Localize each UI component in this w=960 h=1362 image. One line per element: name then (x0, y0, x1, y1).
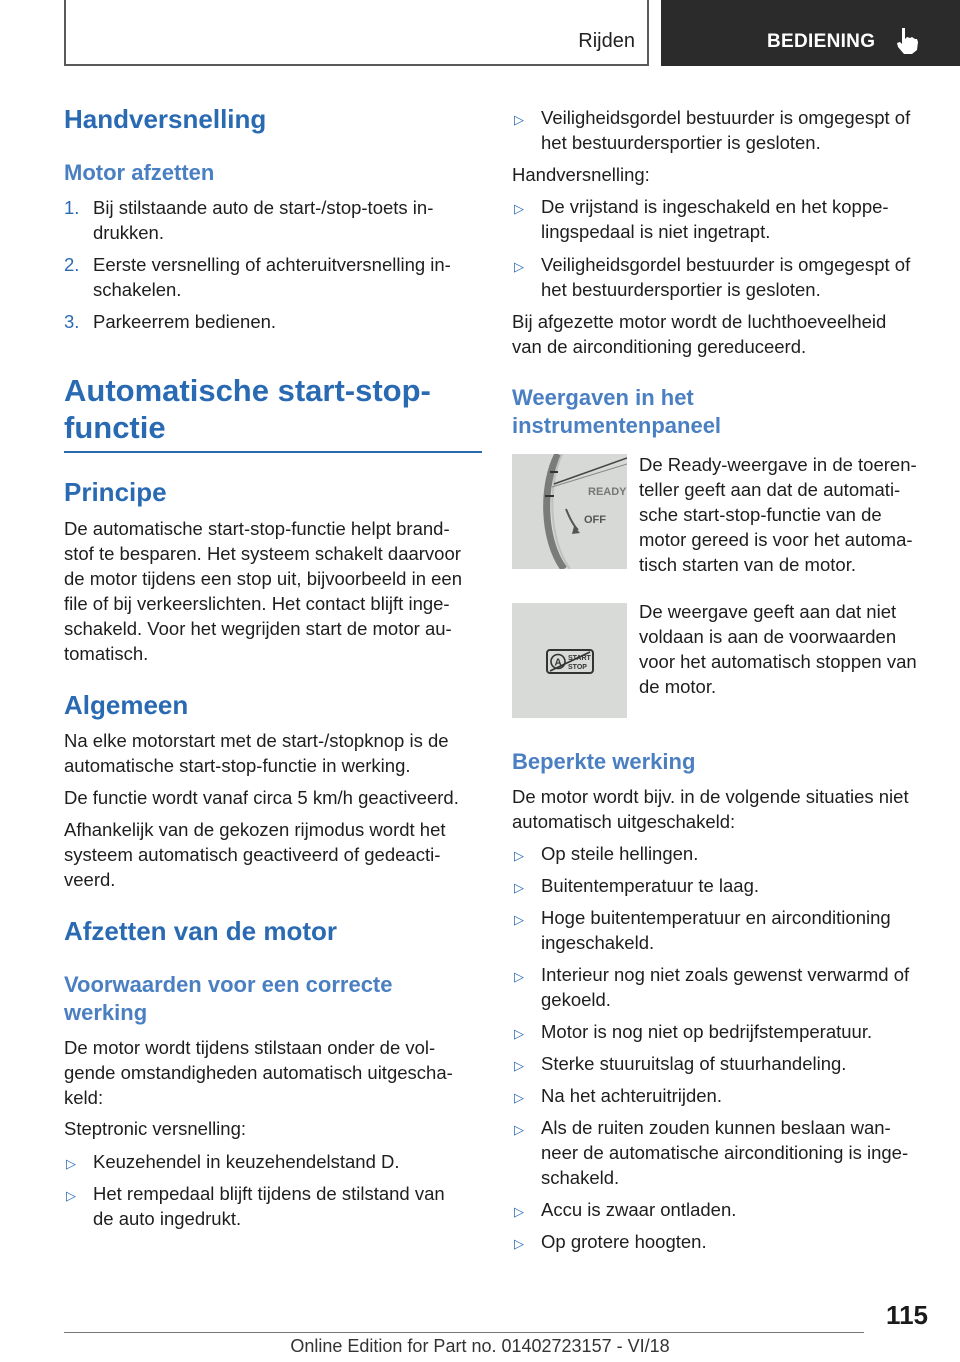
list-item: ▷ Hoge buitentemperatuur en airconditioning ingeschakeld. (514, 907, 891, 953)
step-item: 1. Bij stilstaande auto de start-/stop-toets in- drukken. (64, 197, 434, 243)
list-item: ▷ Buitentemperatuur te laag. (512, 873, 936, 898)
steptronic-label: Steptronic versnelling: (64, 1118, 247, 1139)
page-number: 115 (886, 1300, 928, 1330)
heading-afzetten-motor: Afzetten van de motor (64, 916, 338, 946)
step-number: 1. (64, 197, 80, 218)
weergave2-paragraph: De weergave geeft aan dat niet voldaan is aan de voorwaarden voor het automatisch stoppen van de motor. (639, 601, 917, 697)
weergave1-paragraph: De Ready-weergave in de toeren- teller geeft aan dat de automati- sche start-stop-functie van de motor gereed is voor het automa- tisch starten van de motor. (639, 454, 917, 575)
step-item: 3. Parkeerrem bedienen. (64, 311, 277, 332)
list-item: ▷ Accu is zwaar ontladen. (512, 1197, 936, 1222)
header-chapter-title: BEDIENING (767, 31, 876, 52)
heading-rule (64, 451, 482, 453)
triangle-bullet-icon: ▷ (514, 1204, 524, 1219)
pointing-hand-icon (893, 26, 921, 56)
footer-edition-text: Online Edition for Part no. 01402723157 - VI/18 (290, 1336, 670, 1356)
heading-automatische-start-stop: Automatische start-stop- functie (64, 373, 431, 445)
list-item: ▷ Als de ruiten zouden kunnen beslaan wan- neer de automatische airconditioning is inge- schakeld. (514, 1117, 909, 1188)
principe-paragraph: De automatische start-stop-functie helpt brand- stof te besparen. Het systeem schakelt daarvoor de motor tijdens een stop uit, bijvoorbeeld in een file of bij verkeerslichten. Het contact blijft inge- schakeld. Voor het wegrijden start de motor au- tomatisch. (64, 518, 463, 664)
list-item: ▷ Motor is nog niet op bedrijfstemperatuur. (512, 1019, 936, 1044)
heading-motor-afzetten: Motor afzetten (64, 160, 215, 185)
algemeen-paragraph-2: De functie wordt vanaf circa 5 km/h geactiveerd. (64, 787, 459, 808)
triangle-bullet-icon: ▷ (514, 1122, 524, 1137)
list-item: ▷ Veiligheidsgordel bestuurder is omgegespt of het bestuurdersportier is gesloten. (514, 107, 911, 153)
airco-paragraph: Bij afgezette motor wordt de luchthoeveelheid van de airconditioning gereduceerd. (512, 311, 887, 357)
list-item: ▷ Het rempedaal blijft tijdens de stilstand van de auto ingedrukt. (66, 1183, 445, 1229)
triangle-bullet-icon: ▷ (514, 880, 524, 895)
beperkte-paragraph: De motor wordt bijv. in de volgende situaties niet automatisch uitgeschakeld: (512, 786, 909, 832)
algemeen-paragraph-1: Na elke motorstart met de start-/stopknop is de automatische start-stop-functie in werking. (64, 730, 449, 776)
footer-edition (0, 1336, 960, 1357)
triangle-bullet-icon: ▷ (66, 1156, 76, 1171)
header-section-box (64, 0, 649, 66)
gauge-ready-text: READY (588, 486, 627, 498)
algemeen-paragraph-3: Afhankelijk van de gekozen rijmodus wordt het systeem automatisch geactiveerd of gedeacti- veerd. (64, 819, 446, 890)
triangle-bullet-icon: ▷ (514, 259, 524, 274)
heading-beperkte-werking: Beperkte werking (512, 749, 696, 774)
voorwaarden-paragraph: De motor wordt tijdens stilstaan onder de vol- gende omstandigheden automatisch uitgescha- keld: (64, 1037, 453, 1108)
list-item: ▷ Keuzehendel in keuzehendelstand D. (64, 1149, 484, 1174)
heading-voorwaarden: Voorwaarden voor een correcte werking (64, 972, 393, 1025)
header-section-title: Rijden (578, 30, 635, 52)
triangle-bullet-icon: ▷ (514, 969, 524, 984)
tachometer-icon (512, 454, 627, 569)
triangle-bullet-icon: ▷ (514, 1236, 524, 1251)
icon-start-text: START (568, 655, 591, 662)
list-item: ▷ De vrijstand is ingeschakeld en het koppe- lingspedaal is niet ingetrapt. (514, 196, 889, 242)
list-item: ▷ Op grotere hoogten. (512, 1229, 936, 1254)
icon-stop-text: STOP (568, 664, 587, 671)
start-stop-off-icon (512, 603, 627, 718)
list-item: ▷ Sterke stuuruitslag of stuurhandeling. (512, 1051, 936, 1076)
triangle-bullet-icon: ▷ (514, 112, 524, 127)
triangle-bullet-icon: ▷ (66, 1188, 76, 1203)
handversnelling-label: Handversnelling: (512, 164, 650, 185)
triangle-bullet-icon: ▷ (514, 201, 524, 216)
list-item: ▷ Op steile hellingen. (512, 841, 936, 866)
triangle-bullet-icon: ▷ (514, 1058, 524, 1073)
step-number: 3. (64, 311, 80, 332)
icon-letter-a: A (554, 657, 562, 669)
step-item: 2. Eerste versnelling of achteruitversnelling in- schakelen. (64, 254, 451, 300)
list-item: ▷ Na het achteruitrijden. (512, 1083, 936, 1108)
footer-rule (64, 1332, 864, 1333)
header-chapter-box (661, 0, 960, 66)
heading-weergaven: Weergaven in het instrumentenpaneel (512, 385, 722, 438)
gauge-off-text: OFF (584, 514, 606, 526)
list-item: ▷ Veiligheidsgordel bestuurder is omgegespt of het bestuurdersportier is gesloten. (514, 254, 911, 300)
ready-gauge-image (512, 454, 627, 569)
triangle-bullet-icon: ▷ (514, 912, 524, 927)
list-item: ▷ Interieur nog niet zoals gewenst verwarmd of gekoeld. (514, 964, 910, 1010)
heading-handversnelling: Handversnelling (64, 104, 267, 134)
triangle-bullet-icon: ▷ (514, 1026, 524, 1041)
start-stop-indicator-image (512, 603, 627, 718)
triangle-bullet-icon: ▷ (514, 1090, 524, 1105)
step-number: 2. (64, 254, 80, 275)
heading-algemeen: Algemeen (64, 690, 189, 720)
heading-principe: Principe (64, 477, 167, 507)
triangle-bullet-icon: ▷ (514, 848, 524, 863)
